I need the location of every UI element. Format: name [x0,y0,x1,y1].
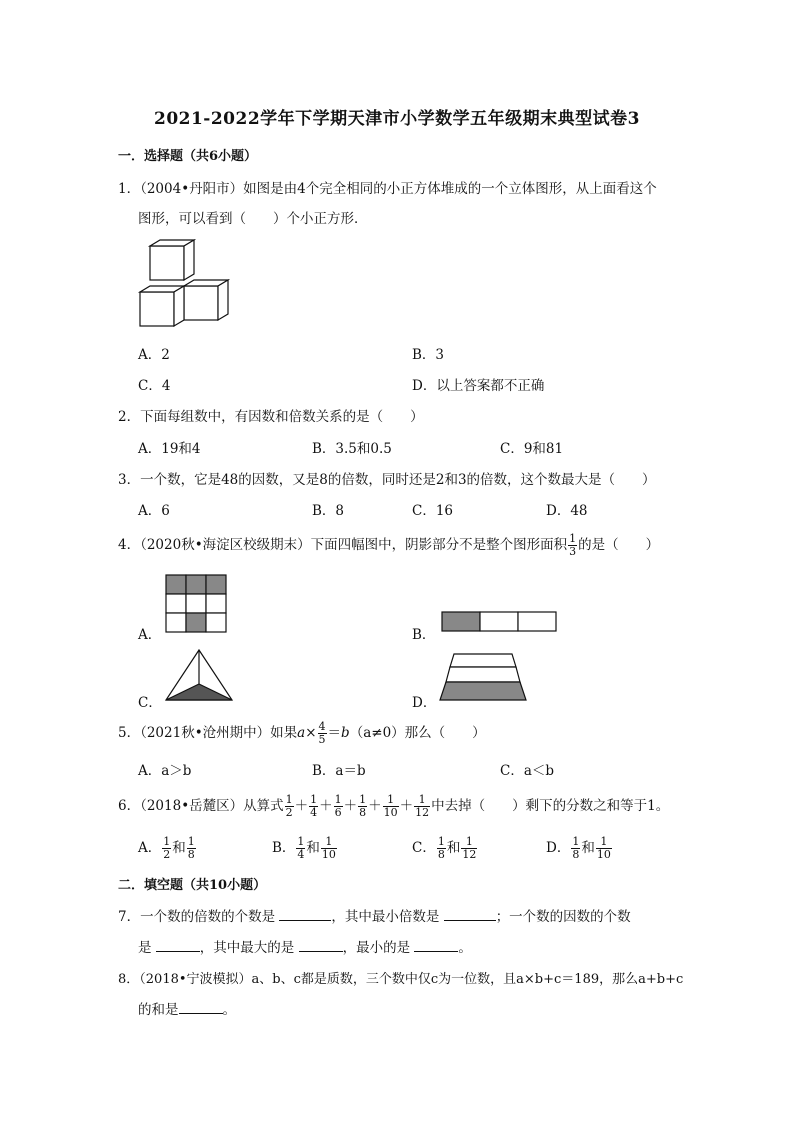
fraction: $\frac{1}{2}$ [163,835,171,861]
grid-shading-figure [166,575,226,633]
question-8-line2: 的和是 。 [138,1002,236,1018]
q4-option-b[interactable]: B． [412,627,436,643]
q2-option-a[interactable]: A．19和4 [138,441,201,457]
answer-blank[interactable] [279,908,331,921]
fraction: $\frac{1}{3}$ [569,532,577,558]
question-7-line2: 是 ，其中最大的是 ，最小的是 。 [138,940,472,956]
answer-blank[interactable] [444,908,496,921]
fraction: $\frac{1}{2}$ [285,793,293,819]
fraction: $\frac{1}{10}$ [321,835,336,861]
fraction: $\frac{1}{12}$ [462,835,477,861]
q5-option-b[interactable]: B．a＝b [312,763,366,779]
section-heading-fill: 二．填空题（共10小题） [118,878,267,893]
q4-option-d[interactable]: D． [412,695,437,711]
q6-option-d[interactable]: D． $\frac{1}{8}$ 和 $\frac{1}{10}$ [546,835,611,861]
fraction: $\frac{1}{6}$ [334,793,342,819]
fraction: $\frac{4}{5}$ [318,720,326,746]
fraction: $\frac{1}{4}$ [297,835,305,861]
question-7-line1: 7．一个数的倍数的个数是 ，其中最小倍数是 ；一个数的因数的个数 [118,909,631,925]
fraction: $\frac{1}{8}$ [359,793,367,819]
q6-option-b[interactable]: B． $\frac{1}{4}$ 和 $\frac{1}{10}$ [272,835,336,861]
answer-blank[interactable] [179,1001,223,1014]
q1-option-a[interactable]: A．2 [138,347,170,363]
question-4 [118,533,659,558]
q3-option-a[interactable]: A．6 [138,503,170,519]
q3-option-c[interactable]: C．16 [412,503,454,519]
q3-option-d[interactable]: D．48 [546,503,588,519]
fraction: $\frac{1}{10}$ [383,793,398,819]
question-1-line1: 1．（2004•丹阳市）如图是由4个完全相同的小正方体堆成的一个立体图形，从上面看这个 [118,181,657,197]
triangle-shading-figure [166,650,232,702]
question-3: 3．一个数，它是48的因数，又是8的倍数，同时还是2和3的倍数，这个数最大是（ ） [118,472,656,488]
fraction: $\frac{1}{8}$ [572,835,580,861]
fraction: $\frac{1}{4}$ [310,793,318,819]
section-heading-choice: 一．选择题（共6小题） [118,149,258,164]
question-4-suffix: 的是（ ） [578,537,660,553]
fraction: $\frac{1}{8}$ [437,835,445,861]
answer-blank[interactable] [299,939,343,952]
q1-option-d[interactable]: D．以上答案都不正确 [412,378,545,394]
q3-option-b[interactable]: B．8 [312,503,345,519]
question-1-line2: 图形，可以看到（ ）个小正方形． [138,211,368,227]
question-2: 2．下面每组数中，有因数和倍数关系的是（ ） [118,409,424,425]
question-4-prefix: 4．（2020秋•海淀区校级期末）下面四幅图中，阴影部分不是整个图形面积 [118,537,568,553]
question-8-line1: 8．（2018•宁波模拟）a、b、c都是质数，三个数中仅c为一位数，且a×b+c＝189，那么a+b+c [118,972,684,987]
q6-option-a[interactable]: A． $\frac{1}{2}$ 和 $\frac{1}{8}$ [138,835,195,861]
trapezoid-shading-figure [440,654,526,702]
question-6: 6．（2018•岳麓区）从算式 $\frac{1}{2}$ ＋ $\frac{1}{4}$ ＋ $\frac{1}{6}$ ＋ $\frac{1}{8}$ ＋ $\frac{1}{10}$ ＋ $\frac{1}{12}$ 中去掉（ ）剩下的分数之和等于1。 [118,793,670,819]
fraction: $\frac{1}{8}$ [187,835,195,861]
q4-option-a[interactable]: A． [138,627,162,643]
answer-blank[interactable] [414,939,458,952]
q5-option-c[interactable]: C．a＜b [500,763,555,779]
q5-option-a[interactable]: A．a＞b [138,763,192,779]
q1-option-b[interactable]: B．3 [412,347,445,363]
q4-option-c[interactable]: C． [138,695,162,711]
q2-option-c[interactable]: C．9和81 [500,441,564,457]
q2-option-b[interactable]: B．3.5和0.5 [312,441,392,457]
question-5: 5．（2021秋•沧州期中）如果a× $\frac{4}{5}$ ＝b（a≠0）那么（ ） [118,720,486,746]
cube-stack-figure [136,240,228,328]
page-title: 2021-2022学年下学期天津市小学数学五年级期末典型试卷3 [153,109,640,129]
fraction: $\frac{1}{10}$ [596,835,611,861]
fraction: $\frac{1}{12}$ [415,793,430,819]
q1-option-c[interactable]: C．4 [138,378,171,394]
strip-shading-figure [442,611,558,633]
answer-blank[interactable] [156,939,200,952]
q6-option-c[interactable]: C． $\frac{1}{8}$ 和 $\frac{1}{12}$ [412,835,477,861]
